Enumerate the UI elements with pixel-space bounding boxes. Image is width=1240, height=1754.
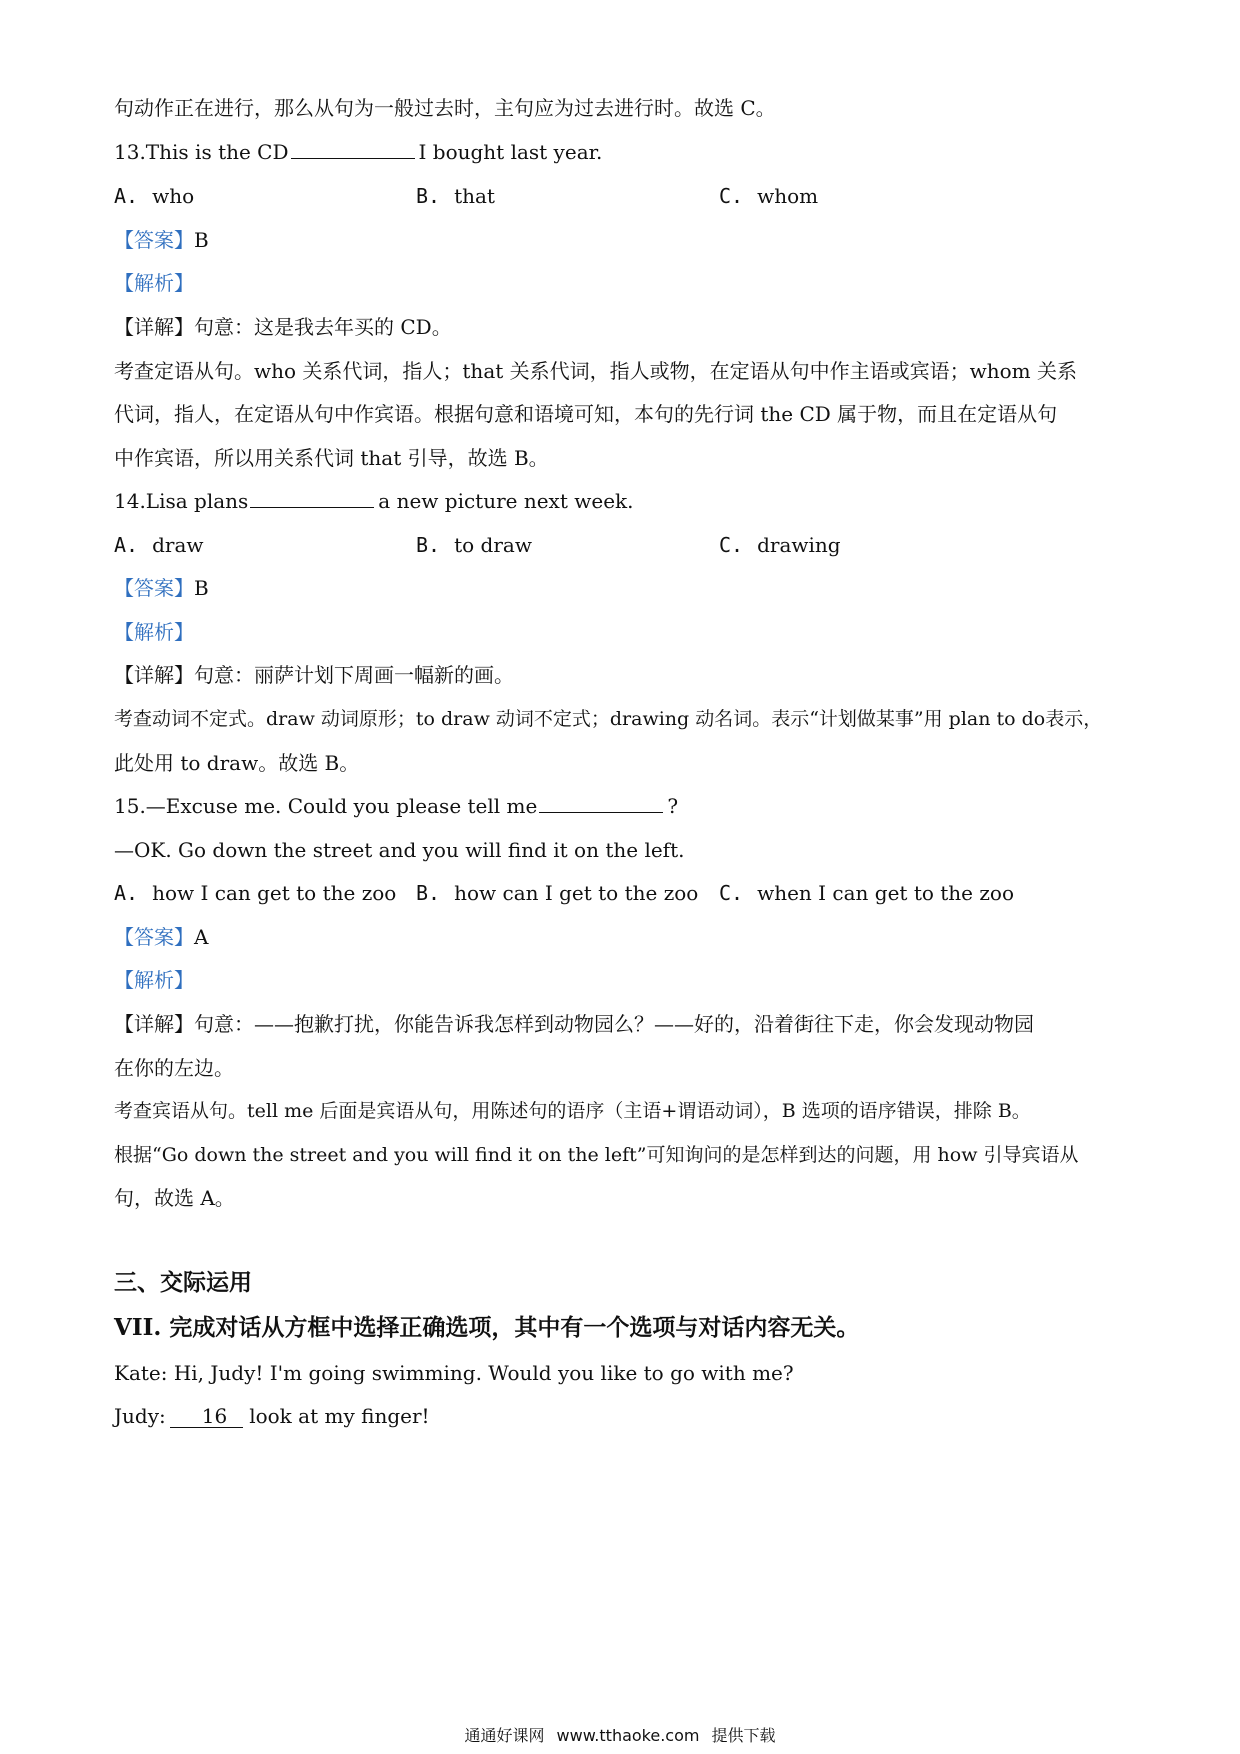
q14-option-c: C. drawing — [719, 533, 841, 557]
judy-label: Judy: — [114, 1404, 166, 1428]
footer-url[interactable]: www.tthaoke.com — [556, 1726, 700, 1745]
q14-analysis — [114, 618, 1134, 646]
q14-detail — [114, 661, 1134, 689]
q15-detail — [114, 1010, 1134, 1038]
detail-tag: 【详解】 — [114, 663, 194, 687]
q13-detail-text: 句意：这是我去年买的 CD。 — [194, 315, 452, 339]
q14-blank — [250, 489, 374, 508]
q13-explain-line: 考查定语从句。who 关系代词，指人；that 关系代词，指人或物，在定语从句中作主语或宾语；whom 关系 — [114, 359, 1077, 383]
q13-options — [114, 182, 1134, 210]
q13-explain-line: 代词，指人，在定语从句中作宾语。根据句意和语境可知，本句的先行词 the CD 属于物，而且在定语从句 — [114, 402, 1058, 426]
judy-text: look at my finger! — [249, 1404, 430, 1428]
q13-stem — [114, 138, 1134, 166]
q15-explain-line: 考查宾语从句。tell me 后面是宾语从句，用陈述句的语序（主语+谓语动词），B 选项的语序错误，排除 B。 — [114, 1100, 1031, 1122]
q14-option-b: B. to draw — [416, 533, 532, 557]
q14-explain-line: 考查动词不定式。draw 动词原形；to draw 动词不定式；drawing 动名词。表示“计划做某事”用 plan to do表示， — [114, 708, 1103, 730]
footer-site-name: 通通好课网 — [464, 1726, 545, 1745]
q15-option-c: C. when I can get to the zoo — [719, 881, 1014, 905]
q13-answer-value: B — [194, 228, 209, 252]
q13-option-b: B. that — [416, 184, 495, 208]
q13-stem-before: 13.This is the CD — [114, 140, 289, 164]
q13-option-a: A. who — [114, 184, 195, 208]
q15-stem-before: 15.—Excuse me. Could you please tell me — [114, 794, 538, 818]
q13-stem-after: I bought last year. — [418, 140, 603, 164]
q15-option-b: B. how can I get to the zoo — [416, 881, 699, 905]
q16-blank: 16 — [170, 1405, 243, 1428]
q15-blank — [539, 794, 663, 813]
intro-line: 句动作正在进行，那么从句为一般过去时，主句应为过去进行时。故选 C。 — [114, 96, 776, 120]
answer-tag: 【答案】 — [114, 228, 194, 252]
page-footer — [0, 1726, 1240, 1746]
answer-tag: 【答案】 — [114, 576, 194, 600]
detail-tag: 【详解】 — [114, 1012, 194, 1036]
q13-blank — [291, 140, 415, 159]
dialogue-kate: Kate: Hi, Judy! I'm going swimming. Would you like to go with me? — [114, 1361, 794, 1385]
q14-option-a: A. draw — [114, 533, 204, 557]
q15-stem-after: ? — [667, 794, 679, 818]
q14-stem — [114, 487, 1134, 515]
footer-note: 提供下载 — [711, 1726, 776, 1745]
q14-stem-after: a new picture next week. — [378, 489, 634, 513]
analysis-tag: 【解析】 — [114, 968, 194, 992]
q14-explain-line: 此处用 to draw。故选 B。 — [114, 751, 360, 775]
q15-detail-text: 句意：——抱歉打扰，你能告诉我怎样到动物园么？——好的，沿着街往下走，你会发现动物园 — [194, 1012, 1034, 1036]
q14-stem-before: 14.Lisa plans — [114, 489, 249, 513]
q15-explain-line: 根据“Go down the street and you will find it on the left”可知询问的是怎样到达的问题，用 how 引导宾语从 — [114, 1144, 1079, 1166]
analysis-tag: 【解析】 — [114, 620, 194, 644]
q15-detail-cont: 在你的左边。 — [114, 1056, 234, 1080]
q13-explain-line: 中作宾语，所以用关系代词 that 引导，故选 B。 — [114, 446, 549, 470]
q15-options — [114, 879, 1134, 907]
q15-analysis — [114, 966, 1134, 994]
q13-analysis — [114, 269, 1134, 297]
answer-tag: 【答案】 — [114, 925, 194, 949]
q14-detail-text: 句意：丽萨计划下周画一幅新的画。 — [194, 663, 514, 687]
dialogue-judy — [114, 1402, 1134, 1430]
part7-heading: VII. 完成对话从方框中选择正确选项，其中有一个选项与对话内容无关。 — [114, 1314, 860, 1341]
q14-options — [114, 531, 1134, 559]
q15-explain-line: 句，故选 A。 — [114, 1186, 235, 1210]
q15-stem — [114, 792, 1134, 820]
q13-detail — [114, 313, 1134, 341]
q15-answer-value: A — [194, 925, 209, 949]
q15-answer — [114, 923, 1134, 951]
q13-option-c: C. whom — [719, 184, 819, 208]
detail-tag: 【详解】 — [114, 315, 194, 339]
analysis-tag: 【解析】 — [114, 271, 194, 295]
q15-reply: —OK. Go down the street and you will find it on the left. — [114, 838, 685, 862]
q14-answer-value: B — [194, 576, 209, 600]
q14-answer — [114, 574, 1134, 602]
section-title: 三、交际运用 — [114, 1269, 252, 1296]
q15-option-a: A. how I can get to the zoo — [114, 881, 397, 905]
q13-answer — [114, 226, 1134, 254]
